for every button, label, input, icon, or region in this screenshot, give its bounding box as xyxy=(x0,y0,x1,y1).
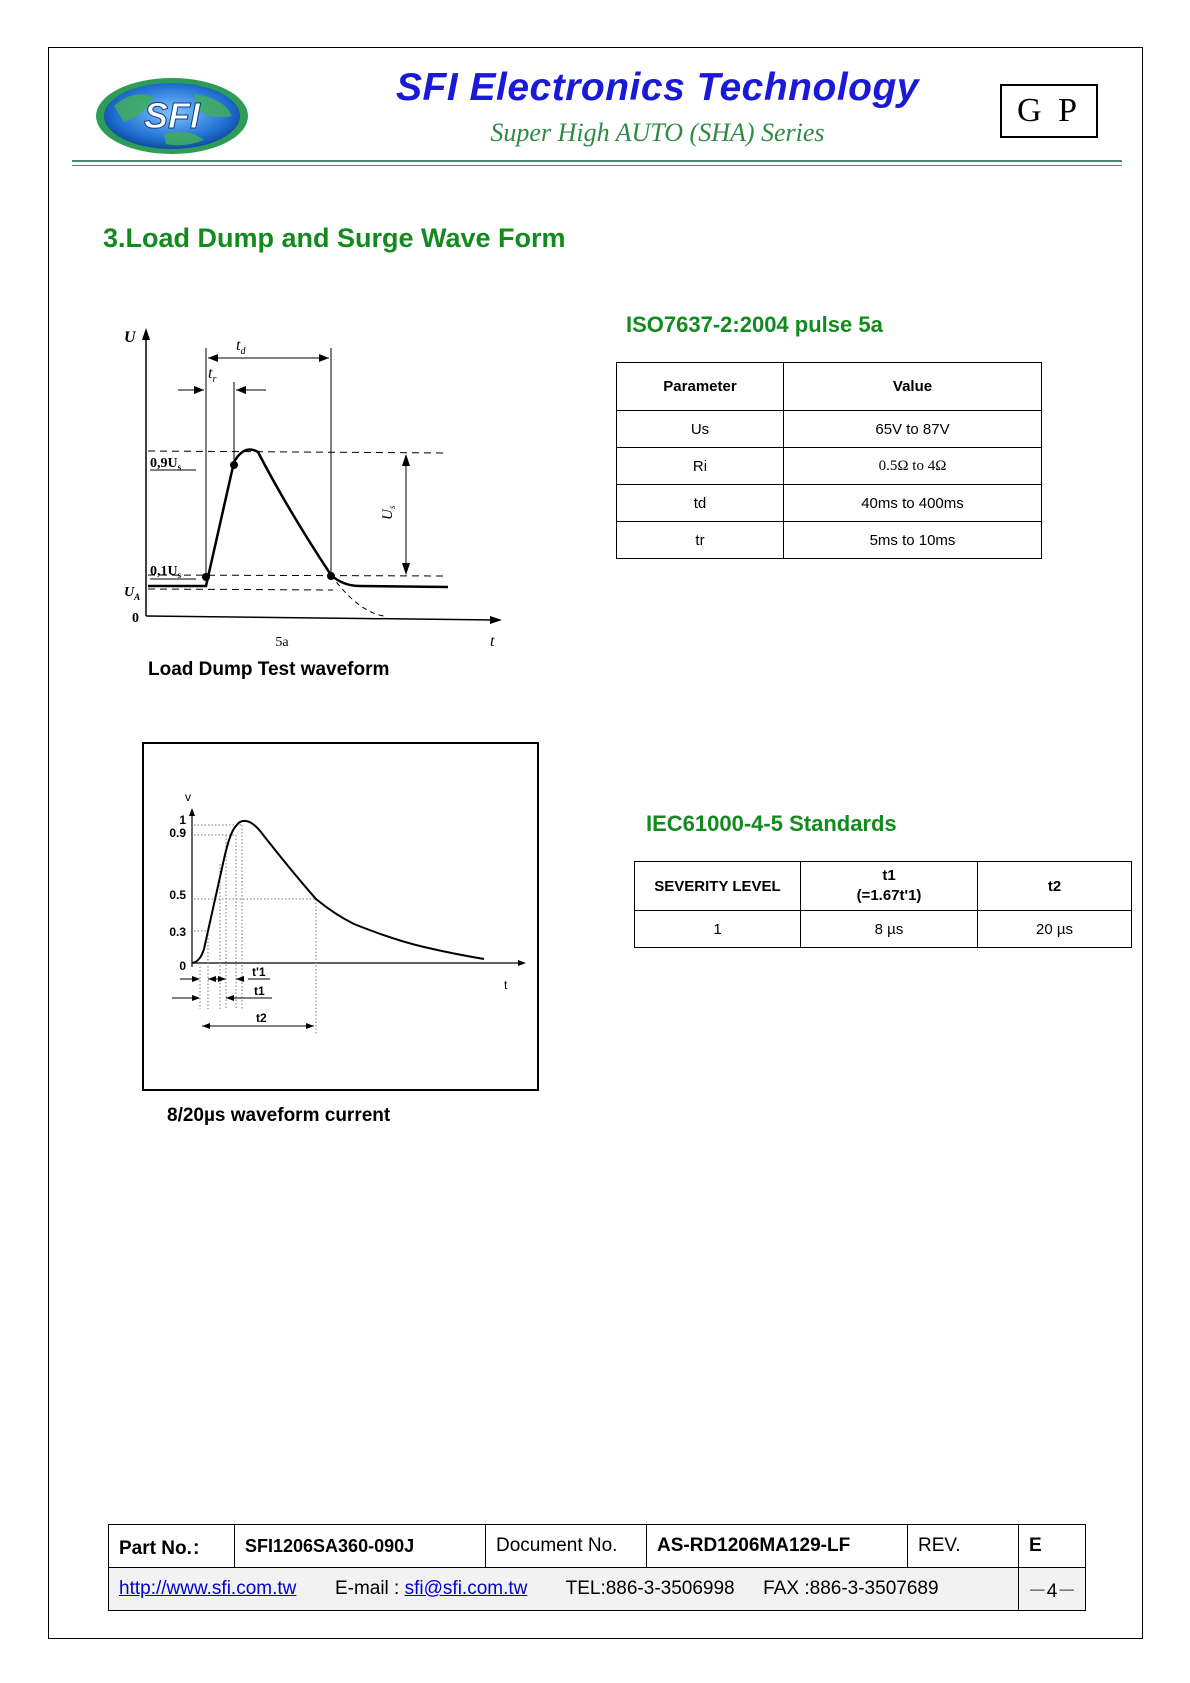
iec-header-row xyxy=(635,862,1132,911)
iec-header-t2: t2 xyxy=(978,862,1132,911)
v-axis-label: v xyxy=(185,790,191,804)
iec-header-t1 xyxy=(801,862,978,911)
zero-label: 0 xyxy=(132,611,139,626)
iso-cell: 40ms to 400ms xyxy=(784,485,1042,522)
y-tick-09: 0.9 xyxy=(169,826,186,840)
table-row xyxy=(617,485,1042,522)
fig1-caption: Load Dump Test waveform xyxy=(148,659,390,680)
y-tick-0: 0 xyxy=(179,959,186,973)
gp-badge: G P xyxy=(1000,84,1098,138)
iec-header-t1-label: t1 xyxy=(882,867,896,884)
t2-label: t2 xyxy=(256,1011,267,1025)
iec-title: IEC61000-4-5 Standards xyxy=(646,811,897,836)
doc-value: AS-RD1206MA129-LF xyxy=(647,1525,908,1568)
rev-label: REV. xyxy=(908,1525,1019,1568)
u01-label: $0,1U_s$ xyxy=(150,564,182,580)
header-rule xyxy=(72,160,1122,162)
iso-header-row xyxy=(617,363,1042,411)
website-link[interactable]: http://www.sfi.com.tw xyxy=(119,1578,297,1599)
fig2-caption: 8/20µs waveform current xyxy=(167,1105,391,1126)
fax-text: FAX :886-3-3507689 xyxy=(763,1578,939,1599)
footer-row-2 xyxy=(109,1568,1086,1611)
td-label: $t_d$ xyxy=(236,337,246,357)
iso-cell: tr xyxy=(617,522,784,559)
table-row xyxy=(635,911,1132,948)
t1-prime-label: t'1 xyxy=(252,965,266,979)
iso-table xyxy=(616,362,1042,559)
iec-cell: 8 µs xyxy=(801,911,978,948)
footer-table xyxy=(108,1524,1086,1611)
company-name: SFI Electronics Technology xyxy=(396,66,919,109)
iso-header-parameter: Parameter xyxy=(617,363,784,411)
rev-value: E xyxy=(1019,1525,1086,1568)
doc-label: Document No. xyxy=(486,1525,647,1568)
email-label: E-mail : xyxy=(334,1578,405,1599)
iso-cell: 5ms to 10ms xyxy=(784,522,1042,559)
pulse-label: 5a xyxy=(275,635,289,650)
iso-header-value: Value xyxy=(784,363,1042,411)
tel-text: TEL:886-3-3506998 xyxy=(565,1578,735,1599)
iec-table xyxy=(634,861,1132,948)
sfi-logo xyxy=(94,76,250,156)
u-axis-label: U xyxy=(124,329,136,346)
iso-cell: Ri xyxy=(617,448,784,485)
y-tick-05: 0.5 xyxy=(169,888,186,902)
t-axis-label: t xyxy=(504,978,508,992)
table-row xyxy=(617,448,1042,485)
iso-cell: td xyxy=(617,485,784,522)
us-label: $U_s$ xyxy=(380,505,397,520)
table-row xyxy=(617,522,1042,559)
logo-text: SFI xyxy=(143,95,201,136)
iec-header-t1-note: (=1.67t'1) xyxy=(856,887,922,904)
table-row xyxy=(617,411,1042,448)
footer-contacts xyxy=(109,1568,1019,1611)
page-number: －4－ xyxy=(1019,1568,1086,1611)
part-value: SFI1206SA360-090J xyxy=(235,1525,486,1568)
y-tick-03: 0.3 xyxy=(169,925,186,939)
iec-cell: 20 µs xyxy=(978,911,1132,948)
footer-row-1 xyxy=(109,1525,1086,1568)
u09-label: $0,9U_s$ xyxy=(150,456,182,472)
iso-title: ISO7637-2:2004 pulse 5a xyxy=(626,312,883,337)
iso-cell: Us xyxy=(617,411,784,448)
iec-cell: 1 xyxy=(635,911,801,948)
surge-waveform xyxy=(144,744,537,1089)
y-tick-1: 1 xyxy=(179,813,186,827)
iso-cell: 0.5Ω to 4Ω xyxy=(784,448,1042,485)
iec-header-severity: SEVERITY LEVEL xyxy=(635,862,801,911)
iso-cell: 65V to 87V xyxy=(784,411,1042,448)
email-link[interactable]: sfi@sfi.com.tw xyxy=(404,1578,528,1599)
part-label: Part No.： xyxy=(109,1525,235,1568)
load-dump-waveform xyxy=(118,320,518,660)
section-title: 3.Load Dump and Surge Wave Form xyxy=(103,223,566,253)
ua-label: $U_A$ xyxy=(124,585,141,602)
series-name: Super High AUTO (SHA) Series xyxy=(490,118,825,147)
header-rule-thin xyxy=(72,165,1122,166)
t-axis-label: t xyxy=(490,633,495,650)
t1-label: t1 xyxy=(254,984,265,998)
tr-label: $t_r$ xyxy=(208,365,217,385)
